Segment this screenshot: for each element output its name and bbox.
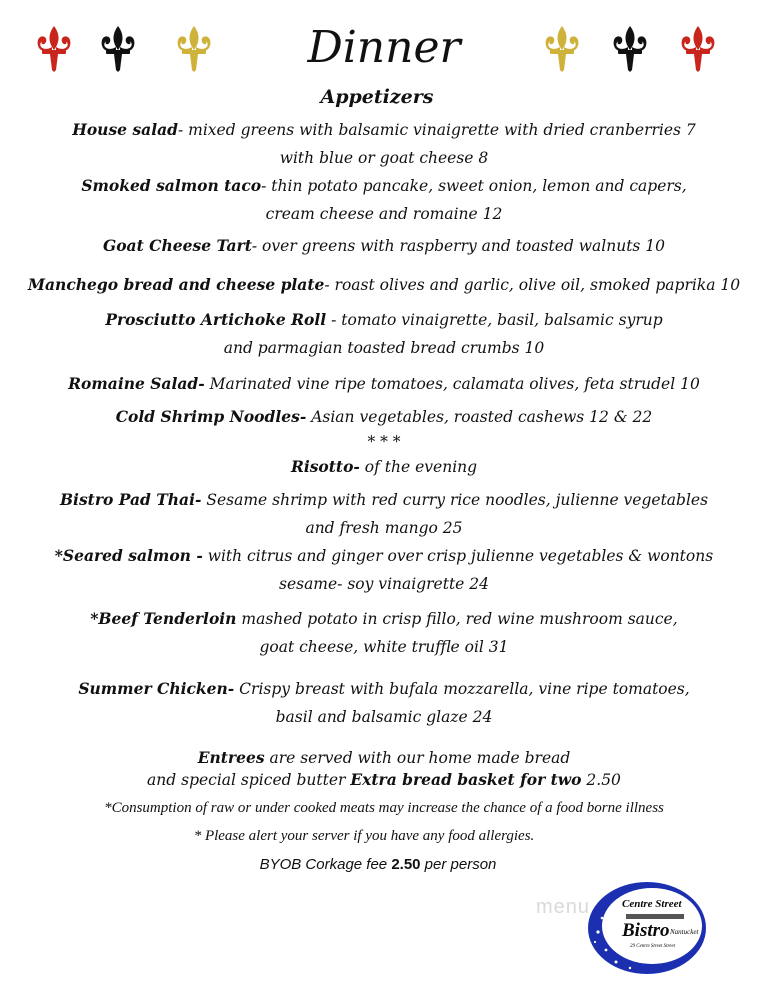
item-name: Bistro Pad Thai- (59, 490, 202, 509)
entrees-text: are served with our home made bread (264, 749, 571, 767)
item-description: - over greens with raspberry and toasted walnuts 10 (251, 237, 666, 255)
item-name: Manchego bread and cheese plate (27, 275, 325, 294)
item-description: and fresh mango 25 (305, 519, 463, 537)
byob-text: BYOB Corkage fee (259, 856, 392, 873)
bread-text: and special spiced butter (147, 771, 351, 789)
item-description: Crispy breast with bufala mozzarella, vine ripe tomatoes, (234, 680, 690, 698)
item-description: sesame- soy vinaigrette 24 (278, 575, 489, 593)
menu-item (20, 232, 748, 260)
menu-item (20, 605, 748, 661)
logo-address: 29 Centre Street Street (630, 944, 676, 949)
item-name: Risotto- (290, 457, 360, 476)
bistro-logo (586, 880, 708, 976)
item-name: Goat Cheese Tart (102, 236, 252, 255)
menu-item (20, 306, 748, 362)
logo-line2: Bistro (622, 920, 670, 941)
logo-town: Nantucket (670, 928, 699, 936)
item-description: * * * (367, 433, 401, 451)
item-name: House salad (72, 120, 178, 139)
item-description: - roast olives and garlic, olive oil, smoked paprika 10 (324, 276, 741, 294)
item-description: - thin potato pancake, sweet onion, lemon and capers, (261, 177, 687, 195)
logo-line1: Centre Street (622, 898, 682, 910)
menu-title: Dinner (307, 22, 461, 73)
menu-item (20, 370, 748, 398)
section-heading-appetizers: Appetizers (320, 86, 434, 108)
item-description: - mixed greens with balsamic vinaigrette with dried cranberries 7 (177, 121, 696, 139)
allergy-notice: * Please alert your server if you have any food allergies. (193, 828, 535, 844)
entrees-note (20, 744, 748, 794)
item-description: cream cheese and romaine 12 (265, 205, 503, 223)
item-name: *Beef Tenderloin (90, 609, 237, 628)
bread-basket-label: Extra bread basket for two (350, 770, 582, 789)
item-name: Romaine Salad- (68, 374, 205, 393)
item-description: with blue or goat cheese 8 (279, 149, 489, 167)
item-name: Smoked salmon taco (81, 176, 262, 195)
item-description: Asian vegetables, roasted cashews 12 & 22 (306, 408, 653, 426)
item-description: Marinated vine ripe tomatoes, calamata olives, feta strudel 10 (204, 375, 700, 393)
menu-item (20, 453, 748, 481)
food-safety-warning: *Consumption of raw or under cooked meats may increase the chance of a food borne illness (104, 800, 664, 816)
item-description: - tomato vinaigrette, basil, balsamic syrup (326, 311, 663, 329)
corkage-fee: 2.50 (391, 856, 421, 873)
item-description: goat cheese, white truffle oil 31 (259, 638, 509, 656)
item-name: Summer Chicken- (78, 679, 235, 698)
item-description: with citrus and ginger over crisp julienne vegetables & wontons (202, 547, 714, 565)
item-description: Sesame shrimp with red curry rice noodles, julienne vegetables (201, 491, 709, 509)
byob-suffix: per person (420, 856, 497, 873)
menu-item (20, 542, 748, 598)
bread-basket-price: 2.50 (581, 771, 621, 789)
menu-item (20, 172, 748, 228)
divider-stars (20, 428, 748, 456)
item-description: and parmagian toasted bread crumbs 10 (223, 339, 545, 357)
menu-item (20, 403, 748, 431)
item-description: basil and balsamic glaze 24 (275, 708, 493, 726)
item-name: Cold Shrimp Noodles- (115, 407, 307, 426)
item-description: mashed potato in crisp fillo, red wine mushroom sauce, (236, 610, 678, 628)
menu-item (20, 116, 748, 172)
entrees-label: Entrees (197, 748, 265, 767)
item-description: of the evening (359, 458, 478, 476)
item-name: *Seared salmon - (54, 546, 203, 565)
item-name: Prosciutto Artichoke Roll (105, 310, 327, 329)
menu-item (20, 675, 748, 731)
byob-notice (0, 856, 762, 873)
watermark: menu (536, 896, 591, 918)
menu-item (20, 271, 748, 299)
menu-item (20, 486, 748, 542)
